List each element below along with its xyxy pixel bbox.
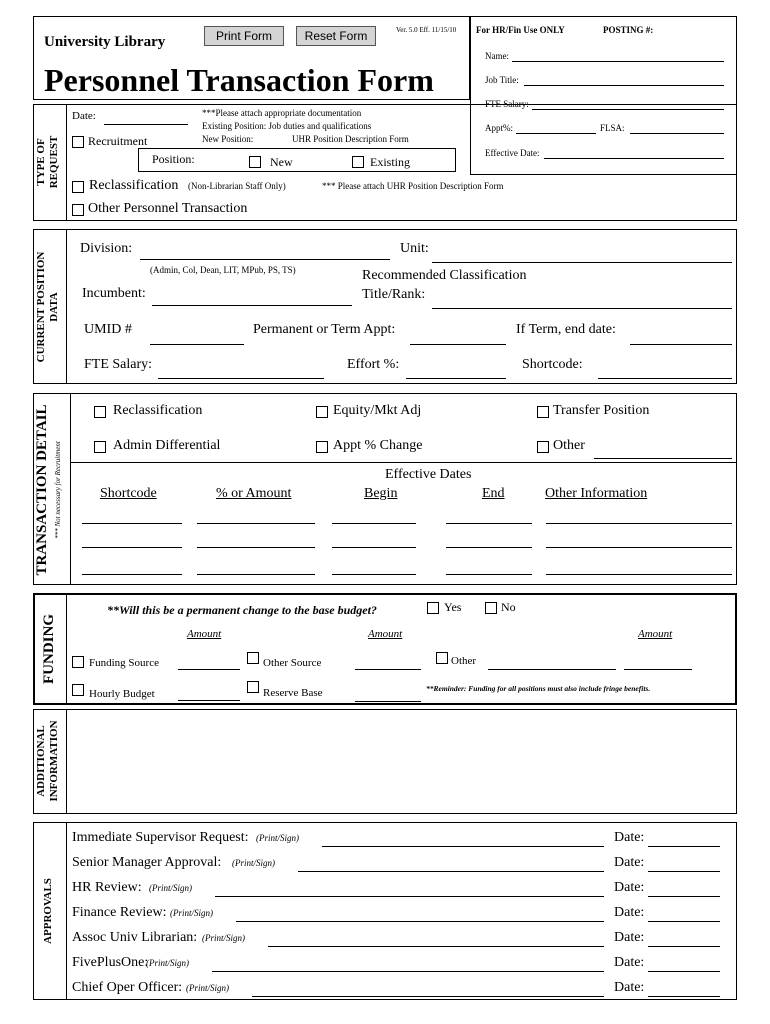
additional-label-line1: ADDITIONAL: [35, 725, 47, 797]
current-position-divider: [66, 229, 67, 384]
amount-header-3: Amount: [638, 628, 673, 640]
approval-row-label: Finance Review:: [72, 905, 167, 920]
td-row3-begin[interactable]: [332, 574, 416, 575]
col-amount-header: % or Amount: [216, 486, 292, 501]
funding-divider: [66, 593, 67, 705]
reclass-attach-note: *** Please attach UHR Position Description Form: [322, 181, 504, 191]
td-row2-end[interactable]: [446, 547, 532, 548]
type-label-line2: REQUEST: [48, 135, 60, 189]
division-field[interactable]: [140, 259, 390, 260]
approval-date-field[interactable]: [648, 846, 720, 847]
other-source-label: Other Source: [263, 657, 322, 669]
new-position-note: UHR Position Description Form: [292, 134, 409, 144]
col-other-header: Other Information: [545, 486, 648, 501]
hr-name-label: Name:: [485, 51, 509, 61]
position-new-checkbox[interactable]: [249, 156, 261, 168]
hr-title: For HR/Fin Use ONLY: [476, 25, 565, 35]
transaction-detail-label: TRANSACTION DETAIL: [34, 404, 50, 576]
amount-header-2: Amount: [368, 628, 403, 640]
approvals-divider: [66, 822, 67, 1000]
perm-term-label: Permanent or Term Appt:: [253, 322, 396, 337]
division-label: Division:: [80, 241, 133, 256]
current-label-line1: CURRENT POSITION: [35, 251, 47, 363]
approval-signature-field[interactable]: [298, 871, 604, 872]
hr-name-field[interactable]: [512, 61, 724, 62]
hourly-budget-amount[interactable]: [178, 700, 240, 701]
td-admin-diff-label: Admin Differential: [113, 438, 221, 453]
funding-yes-checkbox[interactable]: [427, 602, 439, 614]
current-label-line2: DATA: [48, 292, 60, 322]
approval-row-label: FivePlusOne:: [72, 955, 149, 970]
funding-other-amount[interactable]: [624, 669, 692, 670]
reset-form-button[interactable]: Reset Form: [296, 26, 376, 46]
reserve-base-label: Reserve Base: [263, 687, 323, 699]
approval-print-sign-hint: (Print/Sign): [146, 958, 189, 968]
funding-source-label: Funding Source: [89, 657, 159, 669]
umid-field[interactable]: [150, 344, 244, 345]
approval-print-sign-hint: (Print/Sign): [202, 933, 245, 943]
approvals-label: APPROVALS: [42, 878, 54, 944]
additional-label-line2: INFORMATION: [48, 720, 60, 802]
posting-label: POSTING #:: [603, 25, 654, 35]
funding-label: FUNDING: [41, 614, 57, 684]
td-row2-shortcode[interactable]: [82, 547, 182, 548]
attach-note: ***Please attach appropriate documentation: [202, 108, 362, 118]
position-existing-checkbox[interactable]: [352, 156, 364, 168]
other-transaction-checkbox[interactable]: [72, 204, 84, 216]
perm-term-field[interactable]: [410, 344, 506, 345]
hourly-budget-checkbox[interactable]: [72, 684, 84, 696]
type-label-line1: TYPE OF: [35, 138, 47, 186]
new-position-label: New Position:: [202, 134, 254, 144]
unit-field[interactable]: [432, 262, 732, 263]
approval-date-field[interactable]: [648, 921, 720, 922]
shortcode-label: Shortcode:: [522, 357, 583, 372]
transaction-side-note: *** Not necessary for Recruitment: [54, 441, 62, 539]
transaction-detail-divider: [70, 393, 71, 585]
td-transfer-label: Transfer Position: [553, 403, 650, 418]
col-begin-header: Begin: [364, 486, 398, 501]
title-rank-field[interactable]: [432, 308, 732, 309]
funding-other-label: Other: [451, 655, 477, 667]
col-end-header: End: [482, 486, 505, 501]
recommended-classification-label: Recommended Classification: [362, 268, 527, 283]
approval-date-label: Date:: [614, 855, 645, 870]
td-other-checkbox[interactable]: [537, 441, 549, 453]
additional-info-divider: [66, 709, 67, 814]
reserve-base-amount[interactable]: [355, 701, 421, 702]
col-shortcode-header: Shortcode: [100, 486, 157, 501]
other-source-checkbox[interactable]: [247, 652, 259, 664]
approval-signature-field[interactable]: [236, 921, 604, 922]
td-row1-shortcode[interactable]: [82, 523, 182, 524]
approval-print-sign-hint: (Print/Sign): [232, 858, 275, 868]
td-row3-shortcode[interactable]: [82, 574, 182, 575]
shortcode-field[interactable]: [598, 378, 732, 379]
td-appt-change-checkbox[interactable]: [316, 441, 328, 453]
position-existing-label: Existing: [370, 155, 411, 169]
hr-job-title-label: Job Title:: [485, 75, 519, 85]
org-name: University Library: [44, 34, 166, 50]
reserve-base-checkbox[interactable]: [247, 681, 259, 693]
amount-header-1: Amount: [187, 628, 222, 640]
funding-yes-label: Yes: [444, 600, 462, 614]
other-source-amount[interactable]: [355, 669, 421, 670]
funding-no-checkbox[interactable]: [485, 602, 497, 614]
approval-row-label: HR Review:: [72, 880, 142, 895]
additional-info-textarea[interactable]: [68, 711, 734, 812]
td-row3-other[interactable]: [546, 574, 732, 575]
reclassification-checkbox[interactable]: [72, 181, 84, 193]
approval-date-field[interactable]: [648, 996, 720, 997]
incumbent-label: Incumbent:: [82, 286, 146, 301]
approval-date-label: Date:: [614, 905, 645, 920]
td-row2-amount[interactable]: [197, 547, 315, 548]
division-hint: (Admin, Col, Dean, LIT, MPub, PS, TS): [150, 265, 296, 275]
existing-position-note: Existing Position: Job duties and qualifications: [202, 121, 372, 131]
page-title: Personnel Transaction Form: [44, 62, 434, 98]
funding-reminder: **Reminder: Funding for all positions must also include fringe benefits.: [426, 684, 651, 693]
recruitment-checkbox[interactable]: [72, 136, 84, 148]
td-other-field[interactable]: [594, 458, 732, 459]
approval-date-label: Date:: [614, 830, 645, 845]
td-row1-end[interactable]: [446, 523, 532, 524]
hr-effective-date-label: Effective Date:: [485, 148, 540, 158]
td-transfer-checkbox[interactable]: [537, 406, 549, 418]
td-equity-label: Equity/Mkt Adj: [333, 403, 422, 418]
print-form-button[interactable]: Print Form: [204, 26, 284, 46]
td-row2-begin[interactable]: [332, 547, 416, 548]
td-row1-amount[interactable]: [197, 523, 315, 524]
position-label: Position:: [152, 152, 195, 166]
approval-print-sign-hint: (Print/Sign): [170, 908, 213, 918]
approval-signature-field[interactable]: [322, 846, 604, 847]
td-row1-begin[interactable]: [332, 523, 416, 524]
approval-row-label: Assoc Univ Librarian:: [72, 930, 198, 945]
td-reclassification-checkbox[interactable]: [94, 406, 106, 418]
position-new-label: New: [270, 155, 293, 169]
td-equity-checkbox[interactable]: [316, 406, 328, 418]
funding-other-field[interactable]: [488, 669, 616, 670]
funding-question: **Will this be a permanent change to the base budget?: [107, 603, 377, 617]
version-text: Ver. 5.0 Eff. 11/15/10: [396, 26, 457, 34]
reclass-note: (Non-Librarian Staff Only): [188, 181, 286, 191]
td-row3-amount[interactable]: [197, 574, 315, 575]
td-admin-diff-checkbox[interactable]: [94, 441, 106, 453]
approval-date-label: Date:: [614, 980, 645, 995]
fte-salary-label: FTE Salary:: [84, 357, 153, 372]
term-end-date-field[interactable]: [630, 344, 732, 345]
recruitment-label: Recruitment: [88, 134, 148, 148]
td-row3-end[interactable]: [446, 574, 532, 575]
approval-print-sign-hint: (Print/Sign): [186, 983, 229, 993]
approval-date-field[interactable]: [648, 946, 720, 947]
funding-other-checkbox[interactable]: [436, 652, 448, 664]
hr-flsa-label: FLSA:: [600, 123, 625, 133]
approval-date-field[interactable]: [648, 971, 720, 972]
td-row2-other[interactable]: [546, 547, 732, 548]
funding-no-label: No: [501, 600, 516, 614]
approval-signature-field[interactable]: [268, 946, 604, 947]
unit-label: Unit:: [400, 241, 429, 256]
funding-source-checkbox[interactable]: [72, 656, 84, 668]
effort-field[interactable]: [406, 378, 506, 379]
hr-job-title-field[interactable]: [524, 85, 724, 86]
hourly-budget-label: Hourly Budget: [89, 688, 155, 700]
incumbent-field[interactable]: [152, 305, 352, 306]
funding-source-amount[interactable]: [178, 669, 240, 670]
approval-print-sign-hint: (Print/Sign): [149, 883, 192, 893]
td-reclassification-label: Reclassification: [113, 403, 203, 418]
fte-salary-field[interactable]: [158, 378, 324, 379]
approval-date-label: Date:: [614, 930, 645, 945]
if-term-label: If Term, end date:: [516, 322, 616, 337]
approval-date-label: Date:: [614, 955, 645, 970]
title-rank-label: Title/Rank:: [362, 287, 426, 302]
additional-info-label: [35, 711, 65, 811]
td-other-label: Other: [553, 438, 585, 453]
hr-appt-label: Appt%:: [485, 123, 513, 133]
date-label: Date:: [72, 110, 96, 122]
approval-print-sign-hint: (Print/Sign): [256, 833, 299, 843]
approval-signature-field[interactable]: [252, 996, 604, 997]
type-of-request-label: [35, 104, 65, 220]
reclassification-label: Reclassification: [89, 178, 179, 193]
current-position-label: [35, 231, 65, 383]
approval-row-label: Immediate Supervisor Request:: [72, 830, 249, 845]
td-appt-change-label: Appt % Change: [333, 438, 423, 453]
approval-row-label: Senior Manager Approval:: [72, 855, 222, 870]
other-transaction-label: Other Personnel Transaction: [88, 201, 248, 216]
type-of-request-divider: [66, 104, 67, 221]
transaction-inner-divider: [70, 462, 737, 463]
hr-fte-salary-label: FTE Salary:: [485, 99, 529, 109]
approval-date-field[interactable]: [648, 896, 720, 897]
approval-date-label: Date:: [614, 880, 645, 895]
approval-signature-field[interactable]: [215, 896, 604, 897]
approval-signature-field[interactable]: [212, 971, 604, 972]
request-date-field[interactable]: [104, 124, 188, 125]
umid-label: UMID #: [84, 322, 132, 337]
approval-row-label: Chief Oper Officer:: [72, 980, 183, 995]
td-row1-other[interactable]: [546, 523, 732, 524]
approval-date-field[interactable]: [648, 871, 720, 872]
effective-dates-heading: Effective Dates: [385, 467, 472, 482]
effort-label: Effort %:: [347, 357, 400, 372]
